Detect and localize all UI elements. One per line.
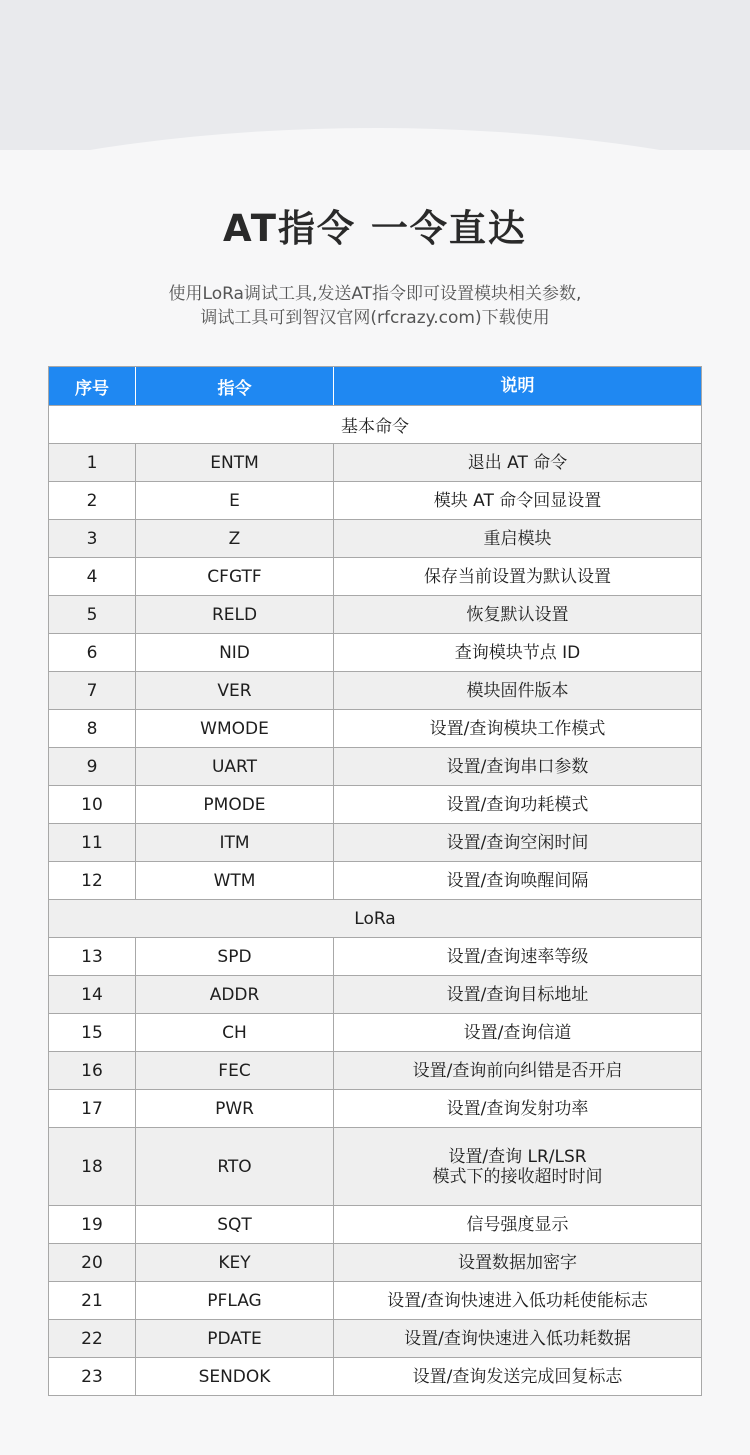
row-number: 2 <box>86 490 98 511</box>
row-description: 设置/查询唤醒间隔 <box>333 862 701 899</box>
row-number: 4 <box>86 566 98 587</box>
row-number: 12 <box>81 870 103 891</box>
row-number: 15 <box>81 1022 103 1043</box>
row-command: PDATE <box>135 1320 333 1357</box>
row-command: SQT <box>135 1206 333 1243</box>
row-description: 重启模块 <box>333 520 701 557</box>
subtitle-line-1: 使用LoRa调试工具,发送AT指令即可设置模块相关参数, <box>168 284 582 304</box>
row-command: WMODE <box>135 710 333 747</box>
table-row <box>49 633 701 671</box>
table-row <box>49 747 701 785</box>
table-row <box>49 709 701 747</box>
row-description: 设置/查询发送完成回复标志 <box>333 1358 701 1395</box>
row-number: 16 <box>81 1060 103 1081</box>
row-command: PWR <box>135 1090 333 1127</box>
table-row <box>49 519 701 557</box>
row-command: ENTM <box>135 444 333 481</box>
row-command: PMODE <box>135 786 333 823</box>
page-title: AT指令 一令直达 <box>223 207 527 250</box>
row-description: 设置/查询目标地址 <box>333 976 701 1013</box>
row-command: KEY <box>135 1244 333 1281</box>
at-command-table <box>48 366 702 1396</box>
table-row <box>49 1089 701 1127</box>
header-no: 序号 <box>75 378 109 399</box>
table-row <box>49 671 701 709</box>
row-command: VER <box>135 672 333 709</box>
row-command: SENDOK <box>135 1358 333 1395</box>
table-header <box>49 367 701 405</box>
row-command: Z <box>135 520 333 557</box>
row-description: 设置/查询快速进入低功耗使能标志 <box>333 1282 701 1319</box>
row-description: 模块固件版本 <box>333 672 701 709</box>
row-number: 1 <box>86 452 98 473</box>
row-description: 信号强度显示 <box>333 1206 701 1243</box>
table-row <box>49 1127 701 1205</box>
row-description: 设置/查询空闲时间 <box>333 824 701 861</box>
row-command: PFLAG <box>135 1282 333 1319</box>
table-row <box>49 557 701 595</box>
row-description: 恢复默认设置 <box>333 596 701 633</box>
row-command: NID <box>135 634 333 671</box>
row-description: 设置数据加密字 <box>333 1244 701 1281</box>
row-command: ITM <box>135 824 333 861</box>
row-command: CFGTF <box>135 558 333 595</box>
row-command: RTO <box>135 1128 333 1205</box>
section-lora: LoRa <box>49 899 701 937</box>
row-command: CH <box>135 1014 333 1051</box>
row-number: 9 <box>86 756 98 777</box>
row-number: 23 <box>81 1366 103 1387</box>
header-command: 指令 <box>135 367 333 405</box>
table-row <box>49 1243 701 1281</box>
row-command: FEC <box>135 1052 333 1089</box>
row-number: 13 <box>81 946 103 967</box>
row-description: 设置/查询功耗模式 <box>333 786 701 823</box>
table-row <box>49 1051 701 1089</box>
row-command: SPD <box>135 938 333 975</box>
row-number: 6 <box>86 642 98 663</box>
table-row <box>49 937 701 975</box>
row-command: E <box>135 482 333 519</box>
row-command: WTM <box>135 862 333 899</box>
row-number: 10 <box>81 794 103 815</box>
row-description: 设置/查询快速进入低功耗数据 <box>333 1320 701 1357</box>
row-number: 8 <box>86 718 98 739</box>
row-number: 21 <box>81 1290 103 1311</box>
row-command: ADDR <box>135 976 333 1013</box>
table-row <box>49 823 701 861</box>
row-description: 模块 AT 命令回显设置 <box>333 482 701 519</box>
table-row <box>49 1205 701 1243</box>
row-number: 7 <box>86 680 98 701</box>
row-description: 设置/查询发射功率 <box>333 1090 701 1127</box>
row-command: UART <box>135 748 333 785</box>
row-description: 退出 AT 命令 <box>333 444 701 481</box>
row-number: 22 <box>81 1328 103 1349</box>
row-description: 设置/查询 LR/LSR 模式下的接收超时时间 <box>333 1128 701 1205</box>
row-number: 17 <box>81 1098 103 1119</box>
row-description: 设置/查询串口参数 <box>333 748 701 785</box>
row-number: 20 <box>81 1252 103 1273</box>
table-row <box>49 595 701 633</box>
table-row <box>49 443 701 481</box>
page-subtitle <box>0 282 750 330</box>
row-description: 设置/查询模块工作模式 <box>333 710 701 747</box>
table-row <box>49 1357 701 1395</box>
section-basic-commands: 基本命令 <box>49 405 701 443</box>
row-description: 设置/查询速率等级 <box>333 938 701 975</box>
row-command: RELD <box>135 596 333 633</box>
table-row <box>49 1319 701 1357</box>
row-description: 设置/查询前向纠错是否开启 <box>333 1052 701 1089</box>
table-row <box>49 1013 701 1051</box>
header-description: 说明 <box>333 367 701 405</box>
row-number: 5 <box>86 604 98 625</box>
row-description: 设置/查询信道 <box>333 1014 701 1051</box>
table-row <box>49 481 701 519</box>
lora-rows <box>49 937 701 1395</box>
row-description: 保存当前设置为默认设置 <box>333 558 701 595</box>
row-number: 18 <box>81 1156 103 1177</box>
table-row <box>49 975 701 1013</box>
table-row <box>49 785 701 823</box>
row-number: 14 <box>81 984 103 1005</box>
table-row <box>49 1281 701 1319</box>
table-row <box>49 861 701 899</box>
subtitle-line-2: 调试工具可到智汉官网(rfcrazy.com)下载使用 <box>200 308 550 328</box>
row-number: 11 <box>81 832 103 853</box>
row-number: 3 <box>86 528 98 549</box>
row-description: 查询模块节点 ID <box>333 634 701 671</box>
basic-rows <box>49 443 701 899</box>
row-number: 19 <box>81 1214 103 1235</box>
